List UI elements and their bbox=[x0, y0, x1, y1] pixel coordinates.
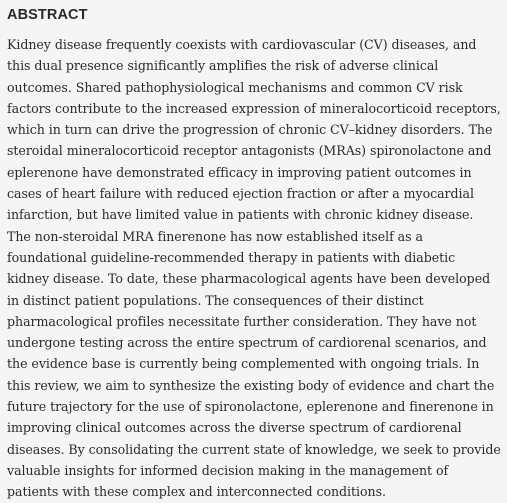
abstract-heading: ABSTRACT bbox=[7, 7, 88, 23]
abstract-body: Kidney disease frequently coexists with cardiovascular (CV) diseases, and this dual presence significantly amplifies the risk of adverse clinical outcomes. Shared pathophysiological mechanisms and common CV risk factors contribute to the increased expression of mineralocorticoid receptors, which in turn can drive the progression of chronic CV–kidney disorders. The steroidal mineralocorticoid receptor antagonists (MRAs) spironolactone and eplerenone have demonstrated efficacy in improving patient outcomes in cases of heart failure with reduced ejection fraction or after a myocardial infarction, but have limited value in patients with chronic kidney disease. The non-steroidal MRA finerenone has now established itself as a foundational guideline-recommended therapy in patients with diabetic kidney disease. To date, these pharmacological agents have been developed in distinct patient populations. The consequences of their distinct pharmacological profiles necessitate further consideration. They have not undergone testing across the entire spectrum of cardiorenal scenarios, and the evidence base is currently being complemented with ongoing trials. In this review, we aim to synthesize the existing body of evidence and chart the future trajectory for the use of spironolactone, eplerenone and finerenone in improving clinical outcomes across the diverse spectrum of cardiorenal diseases. By consolidating the current state of knowledge, we seek to provide valuable insights for informed decision making in the management of patients with these complex and interconnected conditions. bbox=[7, 37, 501, 500]
